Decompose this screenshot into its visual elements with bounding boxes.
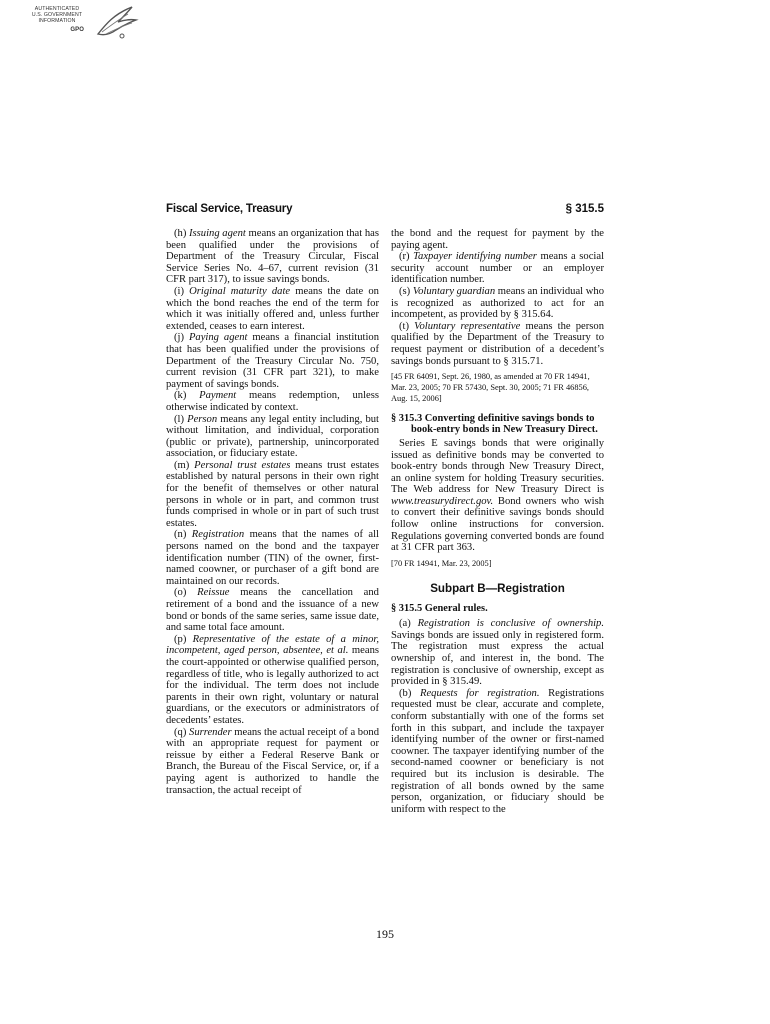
definition-q [166,727,379,797]
definition-n [166,529,379,587]
definition-term: Taxpayer identifying number [413,251,537,263]
section-315-5-heading: § 315.5 General rules. [391,602,488,614]
definition-t [391,321,604,367]
paragraph-lead: (a) [399,618,418,630]
citation-amendments: [45 FR 64091, Sept. 26, 1980, as amended at 70 FR 14941, Mar. 23, 2005; 70 FR 57430, Sept. 30, 2005; 71 FR 46856, Aug. 15, 2006] [391,372,590,403]
logo-line-1: AUTHENTICATED [34,6,80,12]
definition-lead: (s) [399,285,413,297]
left-column [166,228,379,796]
definition-m [166,460,379,530]
section-315-3-heading: § 315.3 Converting definitive savings bonds to book-entry bonds in New Treasury Direct. [391,412,598,435]
section-315-3-text-a: Series E savings bonds that were originally issued as definitive bonds may be converted to book-entry bonds through New Treasury Direct, an online system for holding Treasury securities. The Web address for New Treasury Direct is [391,437,604,496]
page-number: 195 [376,927,394,941]
definition-text: means a social security account number or an employer identification number. [391,251,605,286]
definition-lead: (t) [399,320,415,332]
definition-r [391,251,604,286]
definition-term: Registration [191,529,245,541]
definition-term: Original maturity date [189,285,291,297]
definition-lead: (r) [399,251,414,263]
gpo-logo-text [28,6,86,33]
definition-text: means an organization that has been qualified under the provisions of Department of the Treasury Circular, Fiscal Service Series No. 4–67, current revision (31 CFR part 317), to issue savings bonds. [166,228,379,286]
header-agency: Fiscal Service, Treasury [166,203,293,215]
definition-lead: (o) [174,587,198,599]
definition-term: Reissue [197,587,230,599]
definition-i [166,286,379,332]
citation-315-3: [70 FR 14941, Mar. 23, 2005] [391,558,492,568]
definition-l [166,414,379,460]
definitions-r-t [391,251,604,367]
definition-j [166,332,379,390]
definition-o [166,587,379,633]
definition-term: Paying agent [188,332,248,344]
definition-lead: (m) [174,459,195,471]
definition-text: means any legal entity including, but without limitation, and individual, corporation (public or private), partnership, unincorporated association, or fiduciary estate. [166,413,379,460]
definition-k [166,390,379,413]
definition-s [391,286,604,321]
paragraph-text: Savings bonds are issued only in registered form. The registration must express the actual ownership of, and interest in, the bond. The registration is conclusive of ownership, except as provided in § 315.49. [391,629,604,688]
paragraph-term: Registration is conclusive of ownership. [417,618,605,630]
section-315-5-paragraphs [391,618,604,815]
definition-term: Voluntary guardian [412,285,496,297]
definition-lead: (p) [174,633,193,645]
definition-text: means a financial institution that has been qualified under the provisions of Department of the Treasury Circular No. 750, current revision (31 CFR part 321), to make payment of savings bonds. [166,332,379,390]
paragraph-a [391,618,604,688]
logo-line-2: U.S. GOVERNMENT [31,12,83,19]
definition-text: means the court-appointed or otherwise qualified person, regardless of title, who is legally authorized to act for the individual. The term does not include parents in their own right, voluntary or natural guardians, or the executors or administrators of decedents’ estates. [166,645,379,726]
definition-text: means the cancellation and retirement of a bond and the issuance of a new bond or bonds of the same series, same issue date, and same total face amount. [166,587,379,634]
definition-text: means the person qualified by the Department of the Treasury to request payment or distribution of a decedent’s savings bonds pursuant to § 315.71. [391,320,604,367]
definition-lead: (l) [174,413,188,425]
definition-term: Representative of the estate of a minor, incompetent, aged person, absentee, et al. [166,633,379,657]
definition-p [166,634,379,727]
right-column [391,228,604,815]
definition-lead: (n) [174,529,192,541]
paragraph-text: Registrations requested must be clear, accurate and complete, conform substantially with one of the forms set forth in this subpart, and include the taxpayer identifying number of the owner or first-named coowner. The taxpayer identifying number of the second-named coowner or beneficiary is not required but its inclusion is desirable. The registration of all bonds owned by the same person, organization, or fiduciary should be uniform with respect to the [391,687,604,815]
running-header [166,203,604,219]
header-section: § 315.5 [565,203,604,215]
definition-text: means trust estates established by natural persons in their own right for the benefit of themselves or other natural persons in whole or in part, and common trust funds comprised in whole or in part of such trust estates. [166,459,379,529]
definition-text: means an individual who is recognized as authorized to act for an incompetent, as provided by § 315.64. [391,285,605,321]
definition-lead: (j) [174,332,189,344]
paragraph-lead: (b) [399,687,420,699]
paragraph-b [391,688,604,816]
definition-term: Voluntary representative [414,320,521,332]
definition-text: means the actual receipt of a bond with an appropriate request for payment or reissue by either a Federal Reserve Bank or Branch, the Bureau of the Fiscal Service, or, if a paying agent is authorized to handle the transaction, the actual receipt of [166,726,379,796]
gpo-authentication-logo [28,4,140,44]
treasurydirect-url: www.treasurydirect.gov. [391,495,494,507]
definition-term: Payment [199,390,237,402]
section-315-3-text-b: Bond owners who wish to convert their definitive savings bonds should follow online instructions for conversion. Regulations governing converted bonds are found at 31 CFR part 363. [391,495,604,554]
definition-term: Personal trust estates [194,459,291,471]
definition-term: Surrender [189,726,232,738]
definition-lead: (i) [174,285,190,297]
section-315-3-body [391,438,604,554]
definition-text: means that the names of all persons named on the bond and the taxpayer identification number (TIN) of the owner, first-named coowner, or purchaser of a gift bond are maintained on our records. [166,529,379,587]
definition-h [166,228,379,286]
paragraph-term: Requests for registration. [419,687,540,699]
definition-q-continuation: the bond and the request for payment by the paying agent. [391,228,604,251]
definition-term: Issuing agent [189,228,246,239]
definition-text: means redemption, unless otherwise indicated by context. [166,390,379,413]
definition-text: means the date on which the bond reaches the end of the term for which it was initially offered and, unless further extended, ceases to earn interest. [166,285,379,332]
definition-lead: (q) [174,726,190,738]
logo-line-3: INFORMATION [38,18,76,25]
eagle-icon [92,4,140,44]
definition-term: Person [187,413,218,425]
logo-line-4: GPO [70,26,84,33]
definition-lead: (h) [174,228,190,239]
definition-lead: (k) [174,390,200,402]
subpart-b-heading: Subpart B—Registration [430,581,565,595]
